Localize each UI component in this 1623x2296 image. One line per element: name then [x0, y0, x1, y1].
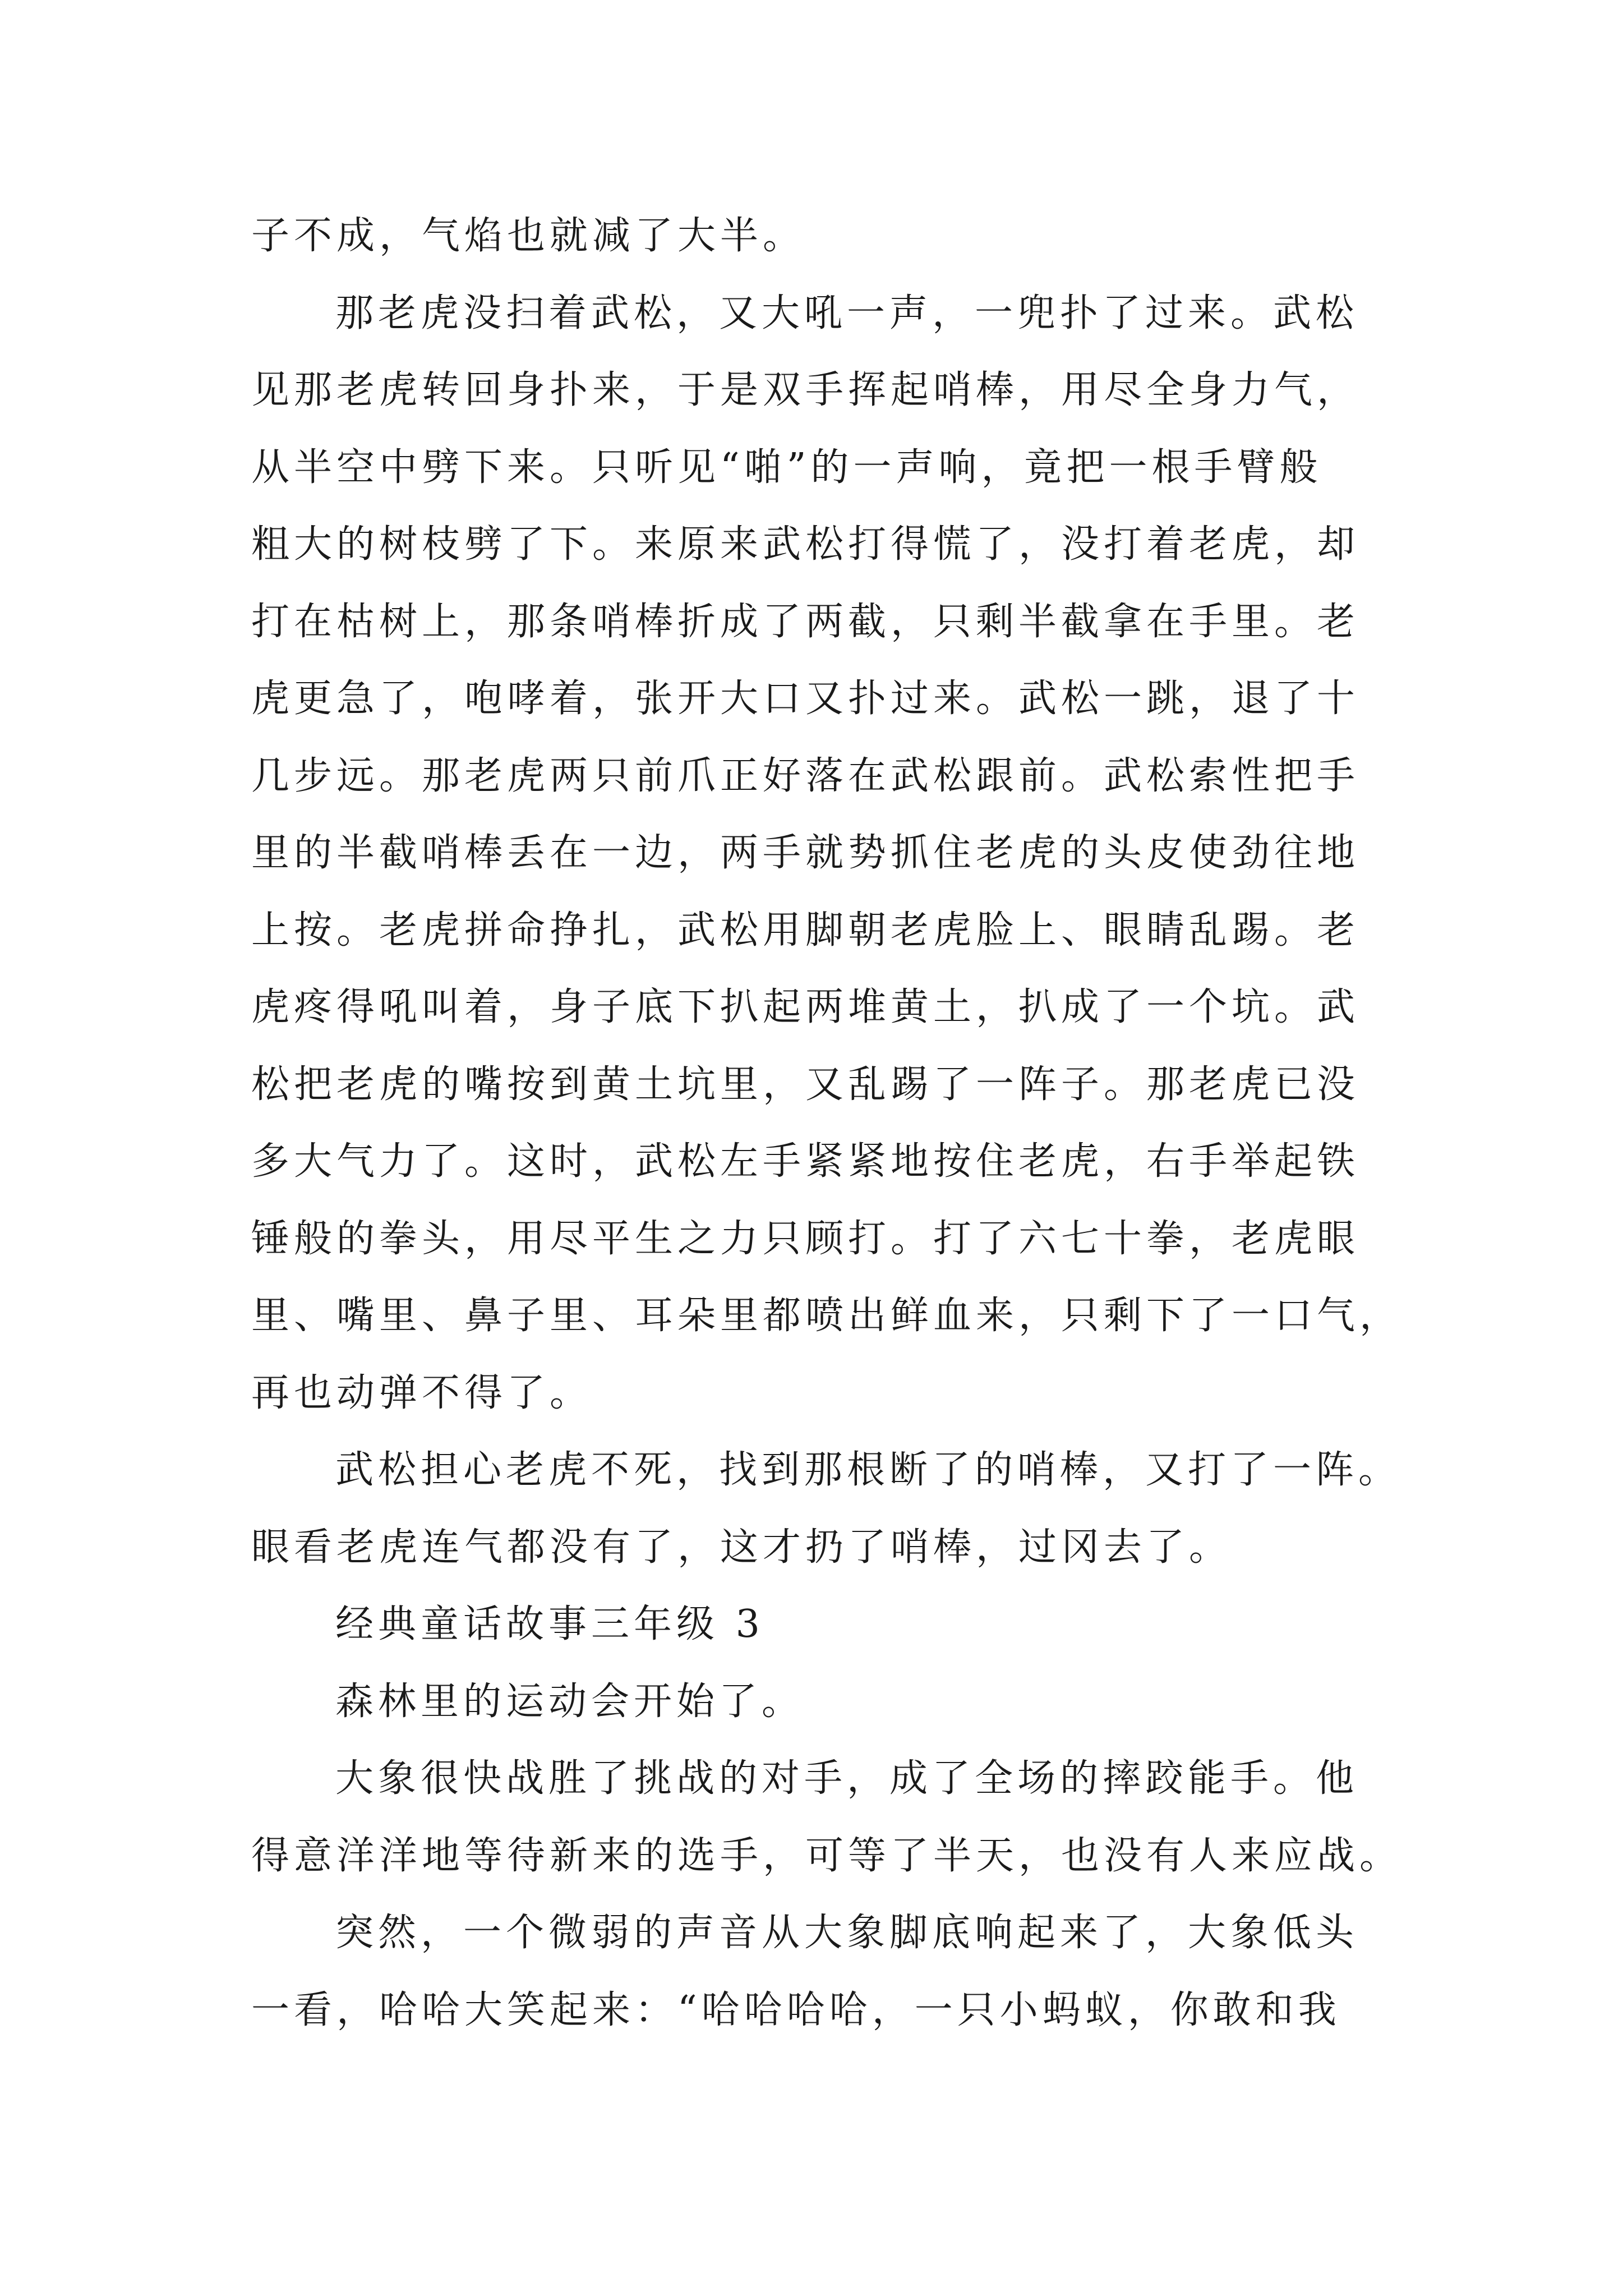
text-line: 打在枯树上，那条哨棒折成了两截，只剩半截拿在手里。老	[251, 599, 1360, 644]
text-line: 那老虎没扫着武松，又大吼一声，一兜扑了过来。武松	[335, 291, 1359, 335]
text-line: 里、嘴里、鼻子里、耳朵里都喷出鲜血来，只剩下了一口气，	[251, 1294, 1403, 1338]
text-line: 大象很快战胜了挑战的对手，成了全场的摔跤能手。他	[335, 1756, 1359, 1801]
text-line: 再也动弹不得了。	[251, 1370, 593, 1415]
text-line: 一看，哈哈大笑起来：“哈哈哈哈，一只小蚂蚁，你敢和我	[251, 1987, 1341, 2032]
text-line: 多大气力了。这时，武松左手紧紧地按住老虎，右手举起铁	[251, 1139, 1360, 1184]
text-line: 上按。老虎拼命挣扎，武松用脚朝老虎脸上、眼睛乱踢。老	[251, 908, 1360, 953]
text-line: 虎疼得吼叫着，身子底下扒起两堆黄土，扒成了一个坑。武	[251, 985, 1360, 1029]
text-line: 从半空中劈下来。只听见“啪”的一声响，竟把一根手臂般	[251, 445, 1322, 490]
text-line: 武松担心老虎不死，找到那根断了的哨棒，又打了一阵。	[335, 1448, 1401, 1492]
text-line: 几步远。那老虎两只前爪正好落在武松跟前。武松索性把手	[251, 753, 1360, 798]
text-line: 森林里的运动会开始了。	[335, 1679, 805, 1724]
text-line: 突然，一个微弱的声音从大象脚底响起来了，大象低头	[335, 1911, 1359, 1955]
text-line: 粗大的树枝劈了下。来原来武松打得慌了，没打着老虎，却	[251, 522, 1360, 567]
text-line: 松把老虎的嘴按到黄土坑里，又乱踢了一阵子。那老虎已没	[251, 1062, 1360, 1107]
body-text	[251, 197, 1407, 2049]
text-line: 眼看老虎连气都没有了，这才扔了哨棒，过冈去了。	[251, 1525, 1232, 1570]
text-line: 得意洋洋地等待新来的选手，可等了半天，也没有人来应战。	[251, 1833, 1403, 1878]
text-line: 经典童话故事三年级 3	[335, 1602, 764, 1646]
text-line: 虎更急了，咆哮着，张开大口又扑过来。武松一跳，退了十	[251, 677, 1360, 721]
text-line: 里的半截哨棒丢在一边，两手就势抓住老虎的头皮使劲往地	[251, 831, 1360, 875]
text-line: 子不成，气焰也就减了大半。	[251, 214, 806, 258]
text-line: 见那老虎转回身扑来，于是双手挥起哨棒，用尽全身力气，	[251, 368, 1360, 412]
text-line: 锤般的拳头，用尽平生之力只顾打。打了六七十拳，老虎眼	[251, 1216, 1360, 1261]
